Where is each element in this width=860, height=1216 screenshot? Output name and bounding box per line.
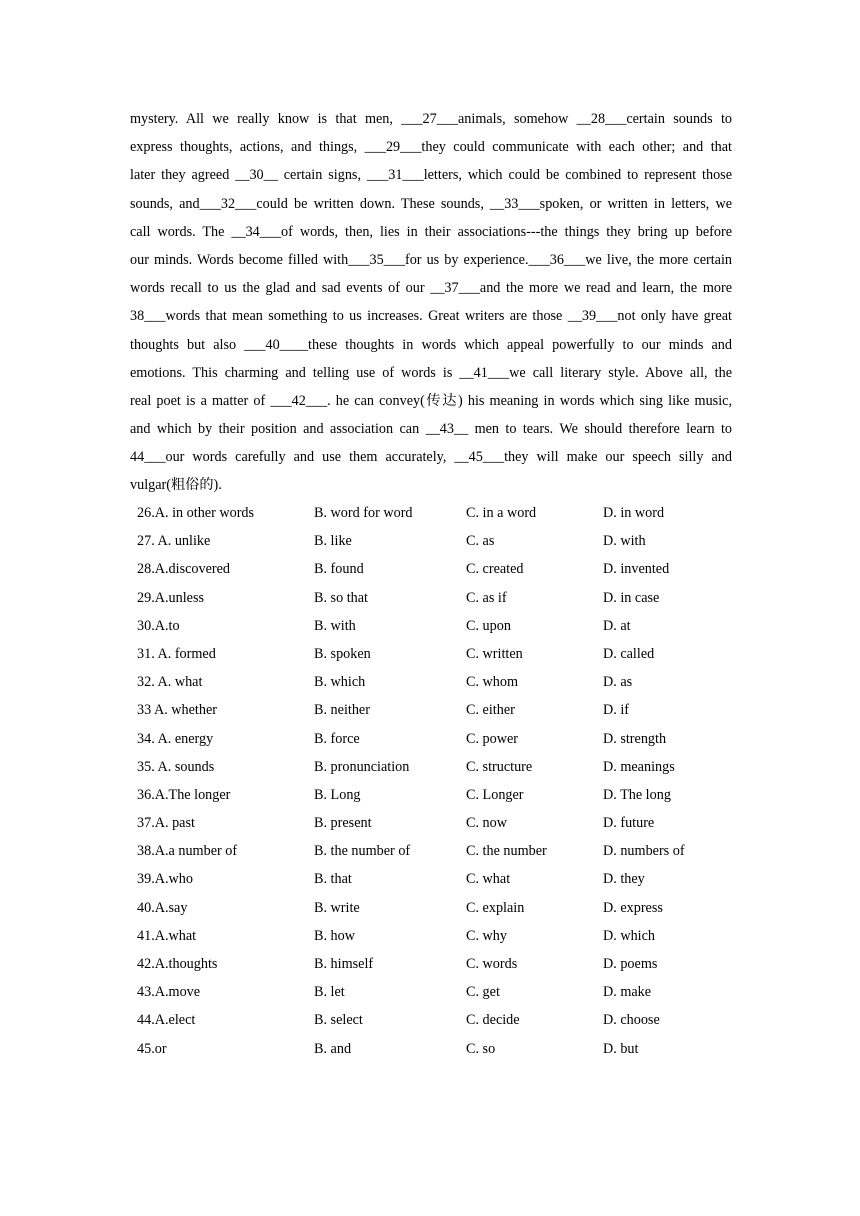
option-d: D. future: [603, 815, 655, 832]
option-row: [0, 584, 860, 612]
option-row: [0, 781, 860, 809]
option-c: C. get: [466, 984, 500, 1001]
option-c: C. the number: [466, 843, 547, 860]
question-option-a: 40.A.say: [137, 899, 188, 916]
question-option-a: 30.A.to: [137, 617, 180, 634]
option-row: [0, 527, 860, 555]
question-option-a: 27. A. unlike: [137, 533, 211, 550]
option-d: D. meanings: [603, 758, 675, 775]
option-b: B. with: [314, 617, 356, 634]
question-option-a: 28.A.discovered: [137, 561, 230, 578]
option-row: [0, 555, 860, 583]
passage-line: mystery. All we really know is that men, ___27___animals, somehow __28___certain sounds to: [130, 111, 732, 127]
question-option-a: 44.A.elect: [137, 1012, 196, 1029]
option-row: [0, 753, 860, 781]
question-option-a: 31. A. formed: [137, 645, 216, 662]
option-d: D. in case: [603, 589, 660, 606]
option-c: C. whom: [466, 674, 519, 691]
option-d: D. express: [603, 899, 663, 916]
option-d: D. with: [603, 533, 646, 550]
passage-line: our minds. Words become filled with___35___for us by experience.___36___we live, the more certain: [130, 251, 732, 268]
option-row: [0, 1006, 860, 1034]
option-b: B. write: [314, 899, 360, 916]
option-c: C. as: [466, 533, 495, 550]
option-d: D. which: [603, 927, 656, 944]
option-row: [0, 696, 860, 724]
option-d: D. strength: [603, 730, 667, 747]
option-c: C. written: [466, 645, 523, 662]
question-option-a: 32. A. what: [137, 674, 203, 691]
option-c: C. either: [466, 702, 515, 719]
option-row: [0, 612, 860, 640]
option-b: B. neither: [314, 702, 370, 719]
passage-line: emotions. This charming and telling use of words is __41___we call literary style. Above all, the: [130, 364, 732, 381]
passage-line: 38___words that mean something to us increases. Great writers are those __39___not only have great: [130, 308, 732, 325]
option-c: C. created: [466, 561, 524, 578]
option-b: B. word for word: [314, 505, 413, 521]
option-d: D. The long: [603, 786, 671, 803]
option-row: [0, 978, 860, 1006]
option-b: B. select: [314, 1012, 363, 1029]
option-d: D. numbers of: [603, 843, 685, 860]
option-c: C. why: [466, 927, 507, 944]
question-option-a: 29.A.unless: [137, 589, 204, 606]
question-option-a: 42.A.thoughts: [137, 956, 218, 972]
option-c: C. decide: [466, 1012, 520, 1029]
question-option-a: 34. A. energy: [137, 730, 214, 747]
option-d: D. if: [603, 702, 630, 719]
option-d: D. they: [603, 871, 645, 888]
question-option-a: 37.A. past: [137, 815, 195, 832]
option-d: D. as: [603, 674, 633, 691]
option-c: C. words: [466, 956, 518, 972]
question-option-a: 43.A.move: [137, 984, 201, 1001]
option-b: B. pronunciation: [314, 758, 410, 775]
option-d: D. poems: [603, 956, 658, 972]
question-option-a: 41.A.what: [137, 927, 197, 944]
option-row: [0, 922, 860, 950]
option-b: B. found: [314, 561, 364, 578]
option-b: B. which: [314, 674, 366, 691]
option-b: B. himself: [314, 956, 374, 972]
option-b: B. the number of: [314, 843, 411, 860]
option-d: D. but: [603, 1040, 639, 1057]
question-option-a: 39.A.who: [137, 871, 193, 888]
question-option-a: 33 A. whether: [137, 702, 217, 719]
question-option-a: 35. A. sounds: [137, 758, 215, 775]
option-row: [0, 725, 860, 753]
passage-line: vulgar(粗俗的).: [130, 477, 222, 494]
question-option-a: 38.A.a number of: [137, 843, 238, 860]
passage-line: words recall to us the glad and sad events of our __37___and the more we read and learn, the more: [130, 280, 732, 297]
option-c: C. now: [466, 815, 507, 832]
passage-line: call words. The __34___of words, then, lies in their associations---the things they bring up before: [130, 223, 732, 240]
option-c: C. what: [466, 871, 511, 888]
option-b: B. force: [314, 730, 360, 747]
option-d: D. invented: [603, 561, 670, 578]
passage-line: and which by their position and association can __43__ men to tears. We should therefore learn to: [130, 421, 732, 438]
option-row: [0, 950, 860, 978]
option-c: C. structure: [466, 758, 533, 775]
option-b: B. so that: [314, 589, 368, 606]
option-b: B. that: [314, 871, 352, 888]
option-d: D. called: [603, 645, 655, 662]
passage-line: later they agreed __30__ certain signs, ___31___letters, which could be combined to represent those: [130, 167, 732, 184]
question-option-a: 36.A.The longer: [137, 786, 231, 803]
option-c: C. Longer: [466, 786, 524, 803]
option-b: B. spoken: [314, 645, 371, 662]
option-b: B. like: [314, 533, 352, 550]
option-c: C. as if: [466, 589, 507, 606]
option-d: D. in word: [603, 505, 665, 521]
option-d: D. make: [603, 984, 652, 1001]
cloze-passage: [130, 105, 732, 500]
option-c: C. so: [466, 1040, 496, 1057]
option-b: B. Long: [314, 786, 361, 803]
option-row: [0, 1035, 860, 1063]
answer-options: [0, 499, 860, 1063]
option-row: [0, 499, 860, 527]
passage-line: 44___our words carefully and use them accurately, __45___they will make our speech silly and: [130, 449, 732, 466]
question-option-a: 26.A. in other words: [137, 505, 255, 521]
option-c: C. in a word: [466, 505, 537, 521]
passage-line: thoughts but also ___40____these thoughts in words which appeal powerfully to our minds and: [130, 336, 732, 353]
option-b: B. let: [314, 984, 345, 1001]
option-b: B. how: [314, 927, 355, 944]
passage-line: sounds, and___32___could be written down. These sounds, __33___spoken, or written in letters, we: [130, 195, 732, 212]
option-b: B. and: [314, 1040, 352, 1057]
passage-line: express thoughts, actions, and things, ___29___they could communicate with each other; and that: [130, 139, 732, 156]
option-row: [0, 894, 860, 922]
option-row: [0, 809, 860, 837]
option-row: [0, 640, 860, 668]
option-c: C. upon: [466, 617, 511, 634]
option-c: C. explain: [466, 899, 525, 916]
question-option-a: 45.or: [137, 1040, 167, 1057]
option-d: D. choose: [603, 1012, 660, 1029]
option-row: [0, 668, 860, 696]
option-d: D. at: [603, 617, 631, 634]
option-c: C. power: [466, 730, 519, 747]
option-row: [0, 837, 860, 865]
option-b: B. present: [314, 815, 372, 832]
option-row: [0, 865, 860, 893]
passage-line: real poet is a matter of ___42___. he can convey(传达) his meaning in words which sing like music,: [130, 392, 732, 409]
